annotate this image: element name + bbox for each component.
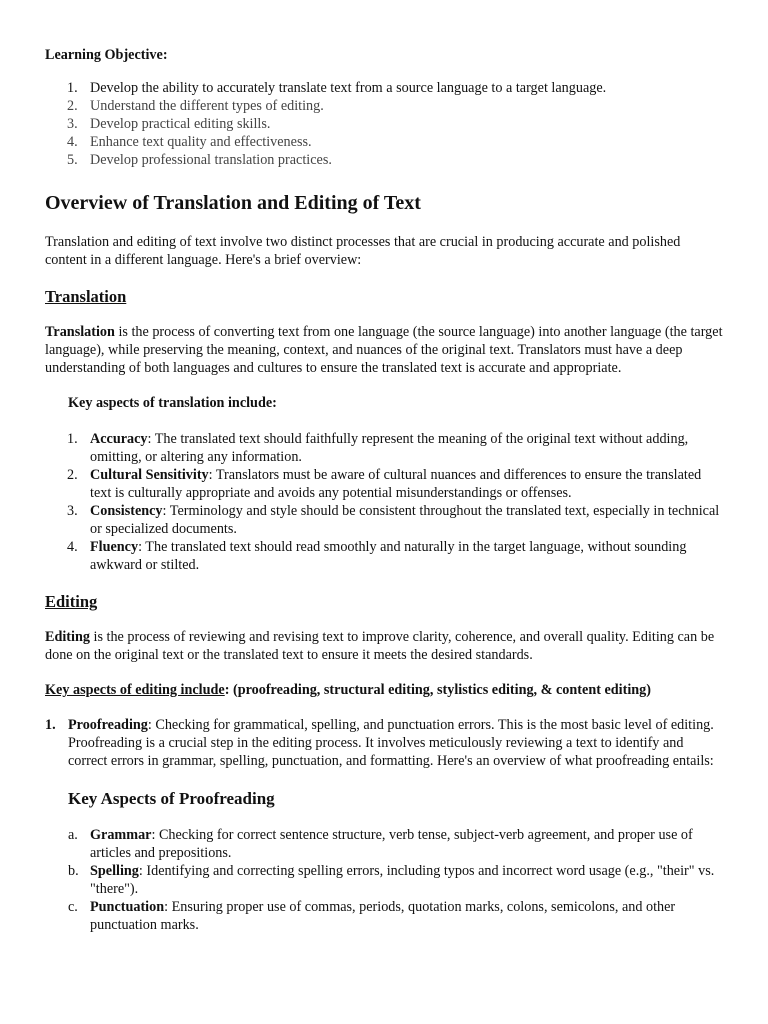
aspect-term: Consistency [90, 503, 163, 519]
aspect-term: Accuracy [90, 431, 148, 447]
aspect-term: Fluency [90, 539, 139, 555]
list-item [45, 151, 723, 169]
proofreading-term: Punctuation [90, 899, 165, 915]
translation-aspects-heading: Key aspects of translation include: [68, 395, 277, 411]
editing-aspects-heading-underlined: Key aspects of editing include [45, 682, 225, 698]
proofreading-aspects-list [45, 826, 723, 934]
translation-heading: Translation [45, 287, 127, 306]
learning-objective-list [45, 79, 723, 169]
proofreading-text: : Checking for correct sentence structure, verb tense, subject-verb agreement, and proper use of articles and prepositions. [90, 827, 693, 861]
list-number: 2. [67, 98, 78, 114]
editing-definition-text: is the process of reviewing and revising text to improve clarity, coherence, and overall quality. Editing can be done on the original text or the translated text to ensure it meets the desired standards. [45, 629, 715, 663]
editing-definition [45, 628, 723, 664]
list-item [45, 466, 723, 502]
list-item [45, 538, 723, 574]
list-number: 5. [67, 152, 78, 168]
page-title: Overview of Translation and Editing of Text [45, 192, 421, 214]
list-item [45, 430, 723, 466]
list-item [45, 716, 723, 770]
list-letter: c. [68, 899, 78, 915]
proofreading-heading: Key Aspects of Proofreading [68, 789, 275, 808]
list-text: Develop practical editing skills. [90, 116, 271, 132]
list-item [45, 826, 723, 862]
list-item [45, 115, 723, 133]
proofreading-text: : Identifying and correcting spelling errors, including typos and incorrect word usage (e.g., "their" vs. "there"). [90, 863, 715, 897]
learning-objective-heading: Learning Objective: [45, 47, 168, 63]
editing-aspects-heading [45, 681, 723, 699]
list-number: 2. [67, 467, 78, 483]
list-item [45, 898, 723, 934]
list-letter: a. [68, 827, 78, 843]
list-text: Understand the different types of editing. [90, 98, 324, 114]
list-item [45, 502, 723, 538]
aspect-text: : Translators must be aware of cultural nuances and differences to ensure the translated text is culturally appropriate and avoids any potential misunderstandings or offenses. [90, 467, 702, 501]
translation-definition-text: is the process of converting text from one language (the source language) into another language (the target language), while preserving the meaning, context, and nuances of the original text. Translators must have a deep understanding of both languages and cultures to ensure the translated text is accurate and appropriate. [45, 324, 723, 376]
proofreading-term: Grammar [90, 827, 152, 843]
list-text: Develop professional translation practices. [90, 152, 332, 168]
editing-aspects-heading-rest: : (proofreading, structural editing, stylistics editing, & content editing) [224, 682, 651, 698]
list-number: 1. [45, 717, 56, 733]
overview-intro: Translation and editing of text involve two distinct processes that are crucial in producing accurate and polished content in a different language. Here's a brief overview: [45, 234, 681, 268]
list-number: 4. [67, 539, 78, 555]
aspect-text: : The translated text should read smoothly and naturally in the target language, without sounding awkward or stilted. [90, 539, 687, 573]
proofreading-term: Spelling [90, 863, 139, 879]
list-item [45, 133, 723, 151]
list-number: 4. [67, 134, 78, 150]
editing-type-text: : Checking for grammatical, spelling, and punctuation errors. This is the most basic level of editing. Proofreading is a crucial step in the editing process. It involves meticulously reviewing a text to identify and correct errors in grammar, spelling, punctuation, and formatting. Here's an overview of what proofreading entails: [68, 717, 714, 769]
list-item [45, 97, 723, 115]
list-number: 1. [67, 431, 78, 447]
list-letter: b. [68, 863, 79, 879]
aspect-text: : The translated text should faithfully represent the meaning of the original text without adding, omitting, or altering any information. [90, 431, 689, 465]
list-text: Develop the ability to accurately translate text from a source language to a target language. [90, 80, 607, 96]
editing-heading: Editing [45, 592, 98, 611]
list-item [45, 79, 723, 97]
aspect-term: Cultural Sensitivity [90, 467, 209, 483]
list-item [45, 862, 723, 898]
translation-definition [45, 323, 723, 377]
editing-term: Editing [45, 629, 90, 645]
editing-types-list [45, 716, 723, 770]
list-text: Enhance text quality and effectiveness. [90, 134, 312, 150]
editing-type-term: Proofreading [68, 717, 148, 733]
list-number: 1. [67, 80, 78, 96]
list-number: 3. [67, 116, 78, 132]
list-number: 3. [67, 503, 78, 519]
aspect-text: : Terminology and style should be consistent throughout the translated text, especially in technical or specialized documents. [90, 503, 720, 537]
proofreading-text: : Ensuring proper use of commas, periods, quotation marks, colons, semicolons, and other punctuation marks. [90, 899, 676, 933]
translation-term: Translation [45, 324, 115, 340]
translation-aspects-list [45, 430, 723, 574]
